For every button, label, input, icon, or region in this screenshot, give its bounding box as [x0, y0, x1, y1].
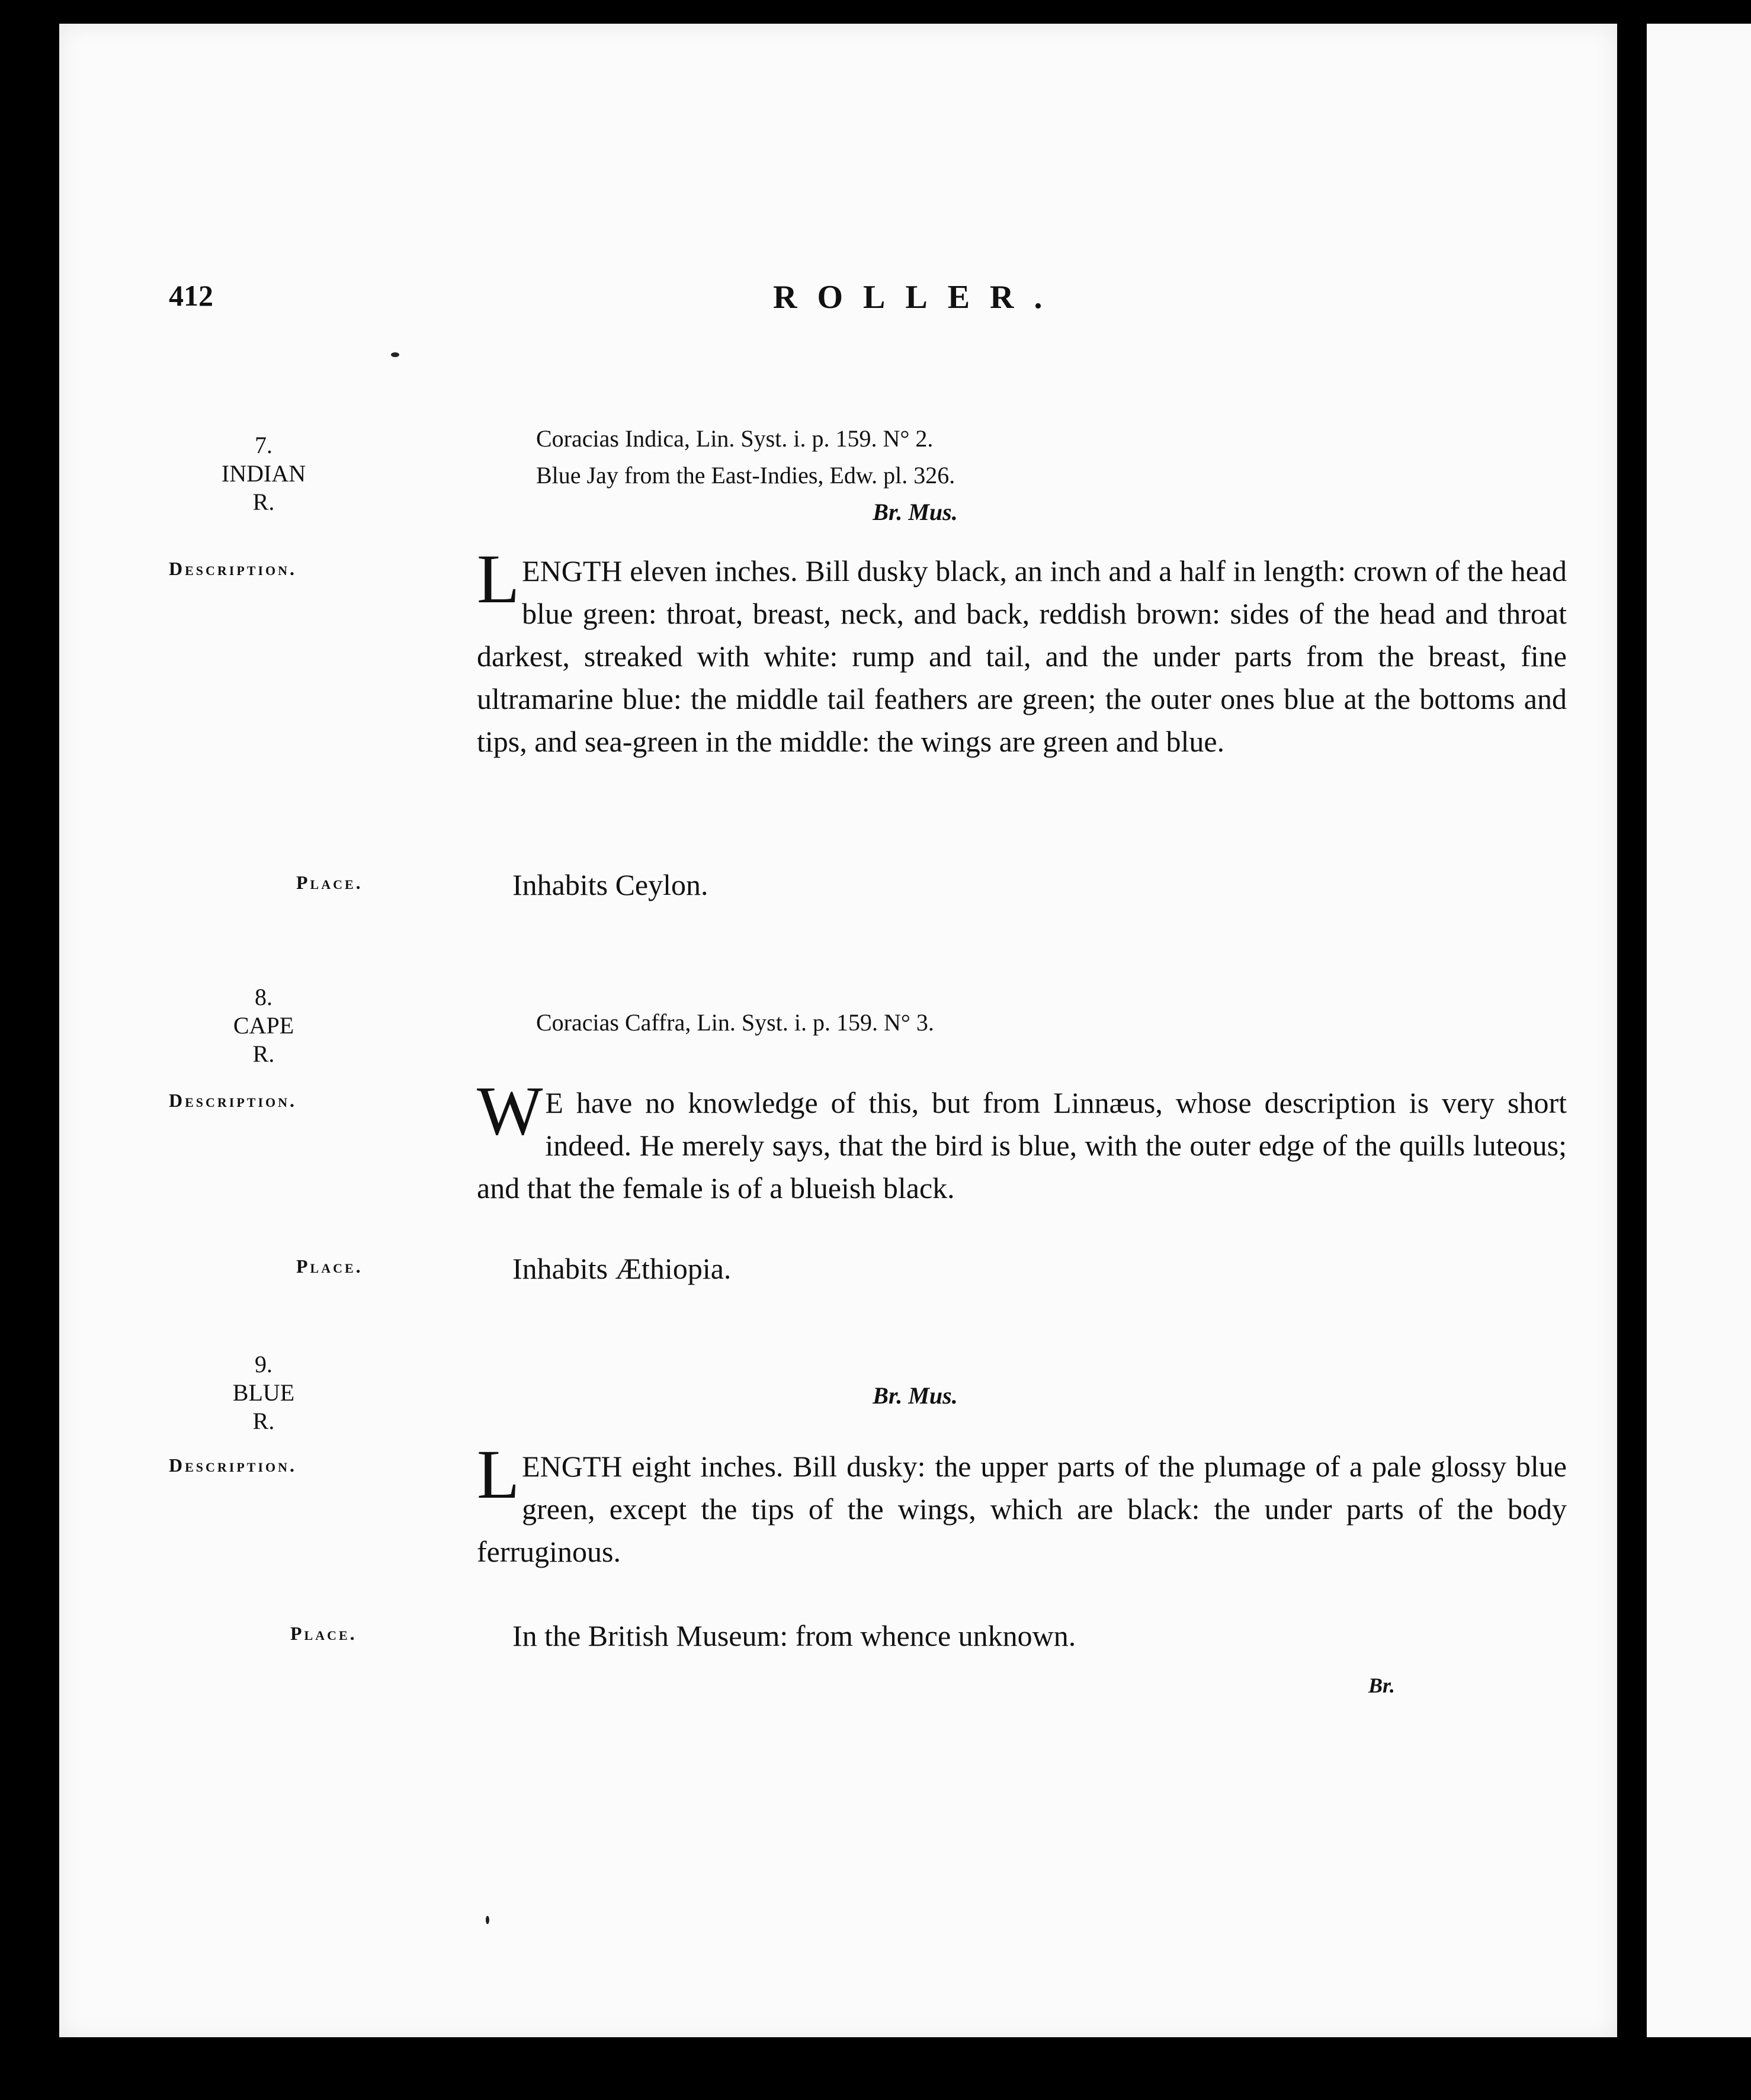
synonymy	[536, 1377, 1294, 1414]
entry-indian-roller	[169, 420, 1567, 906]
catchword: Br.	[1368, 1674, 1396, 1697]
species-number: 9.	[255, 1351, 272, 1377]
source-abbrev: Br. Mus.	[873, 1382, 958, 1409]
facing-page-edge	[1647, 24, 1751, 2037]
place-label: Place.	[290, 1623, 357, 1644]
citation-line: Blue Jay from the East-Indies, Edw. pl. 326.	[536, 462, 955, 489]
description-body: ENGTH eleven inches. Bill dusky black, an inch and a half in length: crown of the head blue green: throat, breast, neck, and back, reddish brown: sides of the head and throat darkest, streaked with white: rump and tail, and the under parts from the breast, fine ultramarine blue: the middle tail feathers are green; the outer ones blue at the bottoms and tips, and sea-green in the middle: the wings are green and blue.	[477, 554, 1567, 758]
species-number: 8.	[255, 984, 272, 1010]
description-label: Description.	[169, 1090, 297, 1111]
place-label: Place.	[296, 872, 363, 893]
description-body: E have no knowledge of this, but from Linnæus, whose description is very short indeed. He merely says, that the bird is blue, with the outer edge of the quills luteous; and that the female is of a blueish black.	[477, 1086, 1567, 1205]
place-text: Inhabits Ceylon.	[512, 868, 708, 901]
species-number: 7.	[255, 432, 272, 458]
drop-cap: L	[477, 1436, 520, 1513]
place-text: In the British Museum: from whence unknown.	[512, 1619, 1076, 1652]
species-name: CAPE	[233, 1012, 294, 1039]
ink-speck	[391, 352, 399, 357]
drop-cap: W	[477, 1072, 543, 1149]
description-text	[477, 1436, 1567, 1573]
species-heading	[175, 983, 352, 1068]
citation-line: Coracias Caffra, Lin. Syst. i. p. 159. N° 3.	[536, 1009, 934, 1036]
species-heading	[175, 1350, 352, 1436]
page-number: 412	[169, 279, 213, 312]
description-label: Description.	[169, 558, 297, 579]
entry-cape-roller	[169, 983, 1567, 1291]
species-name: INDIAN	[221, 460, 306, 487]
synonymy	[536, 1004, 1294, 1041]
species-suffix: R.	[252, 489, 275, 515]
citation-line: Coracias Indica, Lin. Syst. i. p. 159. N° 2.	[536, 425, 934, 452]
species-heading	[175, 431, 352, 516]
species-suffix: R.	[252, 1041, 275, 1067]
description-text	[477, 1072, 1567, 1209]
source-abbrev: Br. Mus.	[873, 499, 958, 525]
synonymy	[536, 420, 1294, 531]
running-head	[169, 278, 1413, 338]
entry-blue-roller	[169, 1350, 1567, 1670]
running-title: ROLLER.	[773, 279, 1063, 316]
description-text	[477, 540, 1567, 763]
place-text: Inhabits Æthiopia.	[512, 1252, 732, 1285]
description-label: Description.	[169, 1454, 297, 1476]
description-body: ENGTH eight inches. Bill dusky: the upper parts of the plumage of a pale glossy blue green, except the tips of the wings, which are black: the under parts of the body ferruginous.	[477, 1450, 1567, 1568]
species-name: BLUE	[232, 1379, 295, 1406]
species-suffix: R.	[252, 1408, 275, 1434]
place-label: Place.	[296, 1255, 363, 1277]
ink-speck	[486, 1916, 489, 1924]
drop-cap: L	[477, 540, 520, 618]
